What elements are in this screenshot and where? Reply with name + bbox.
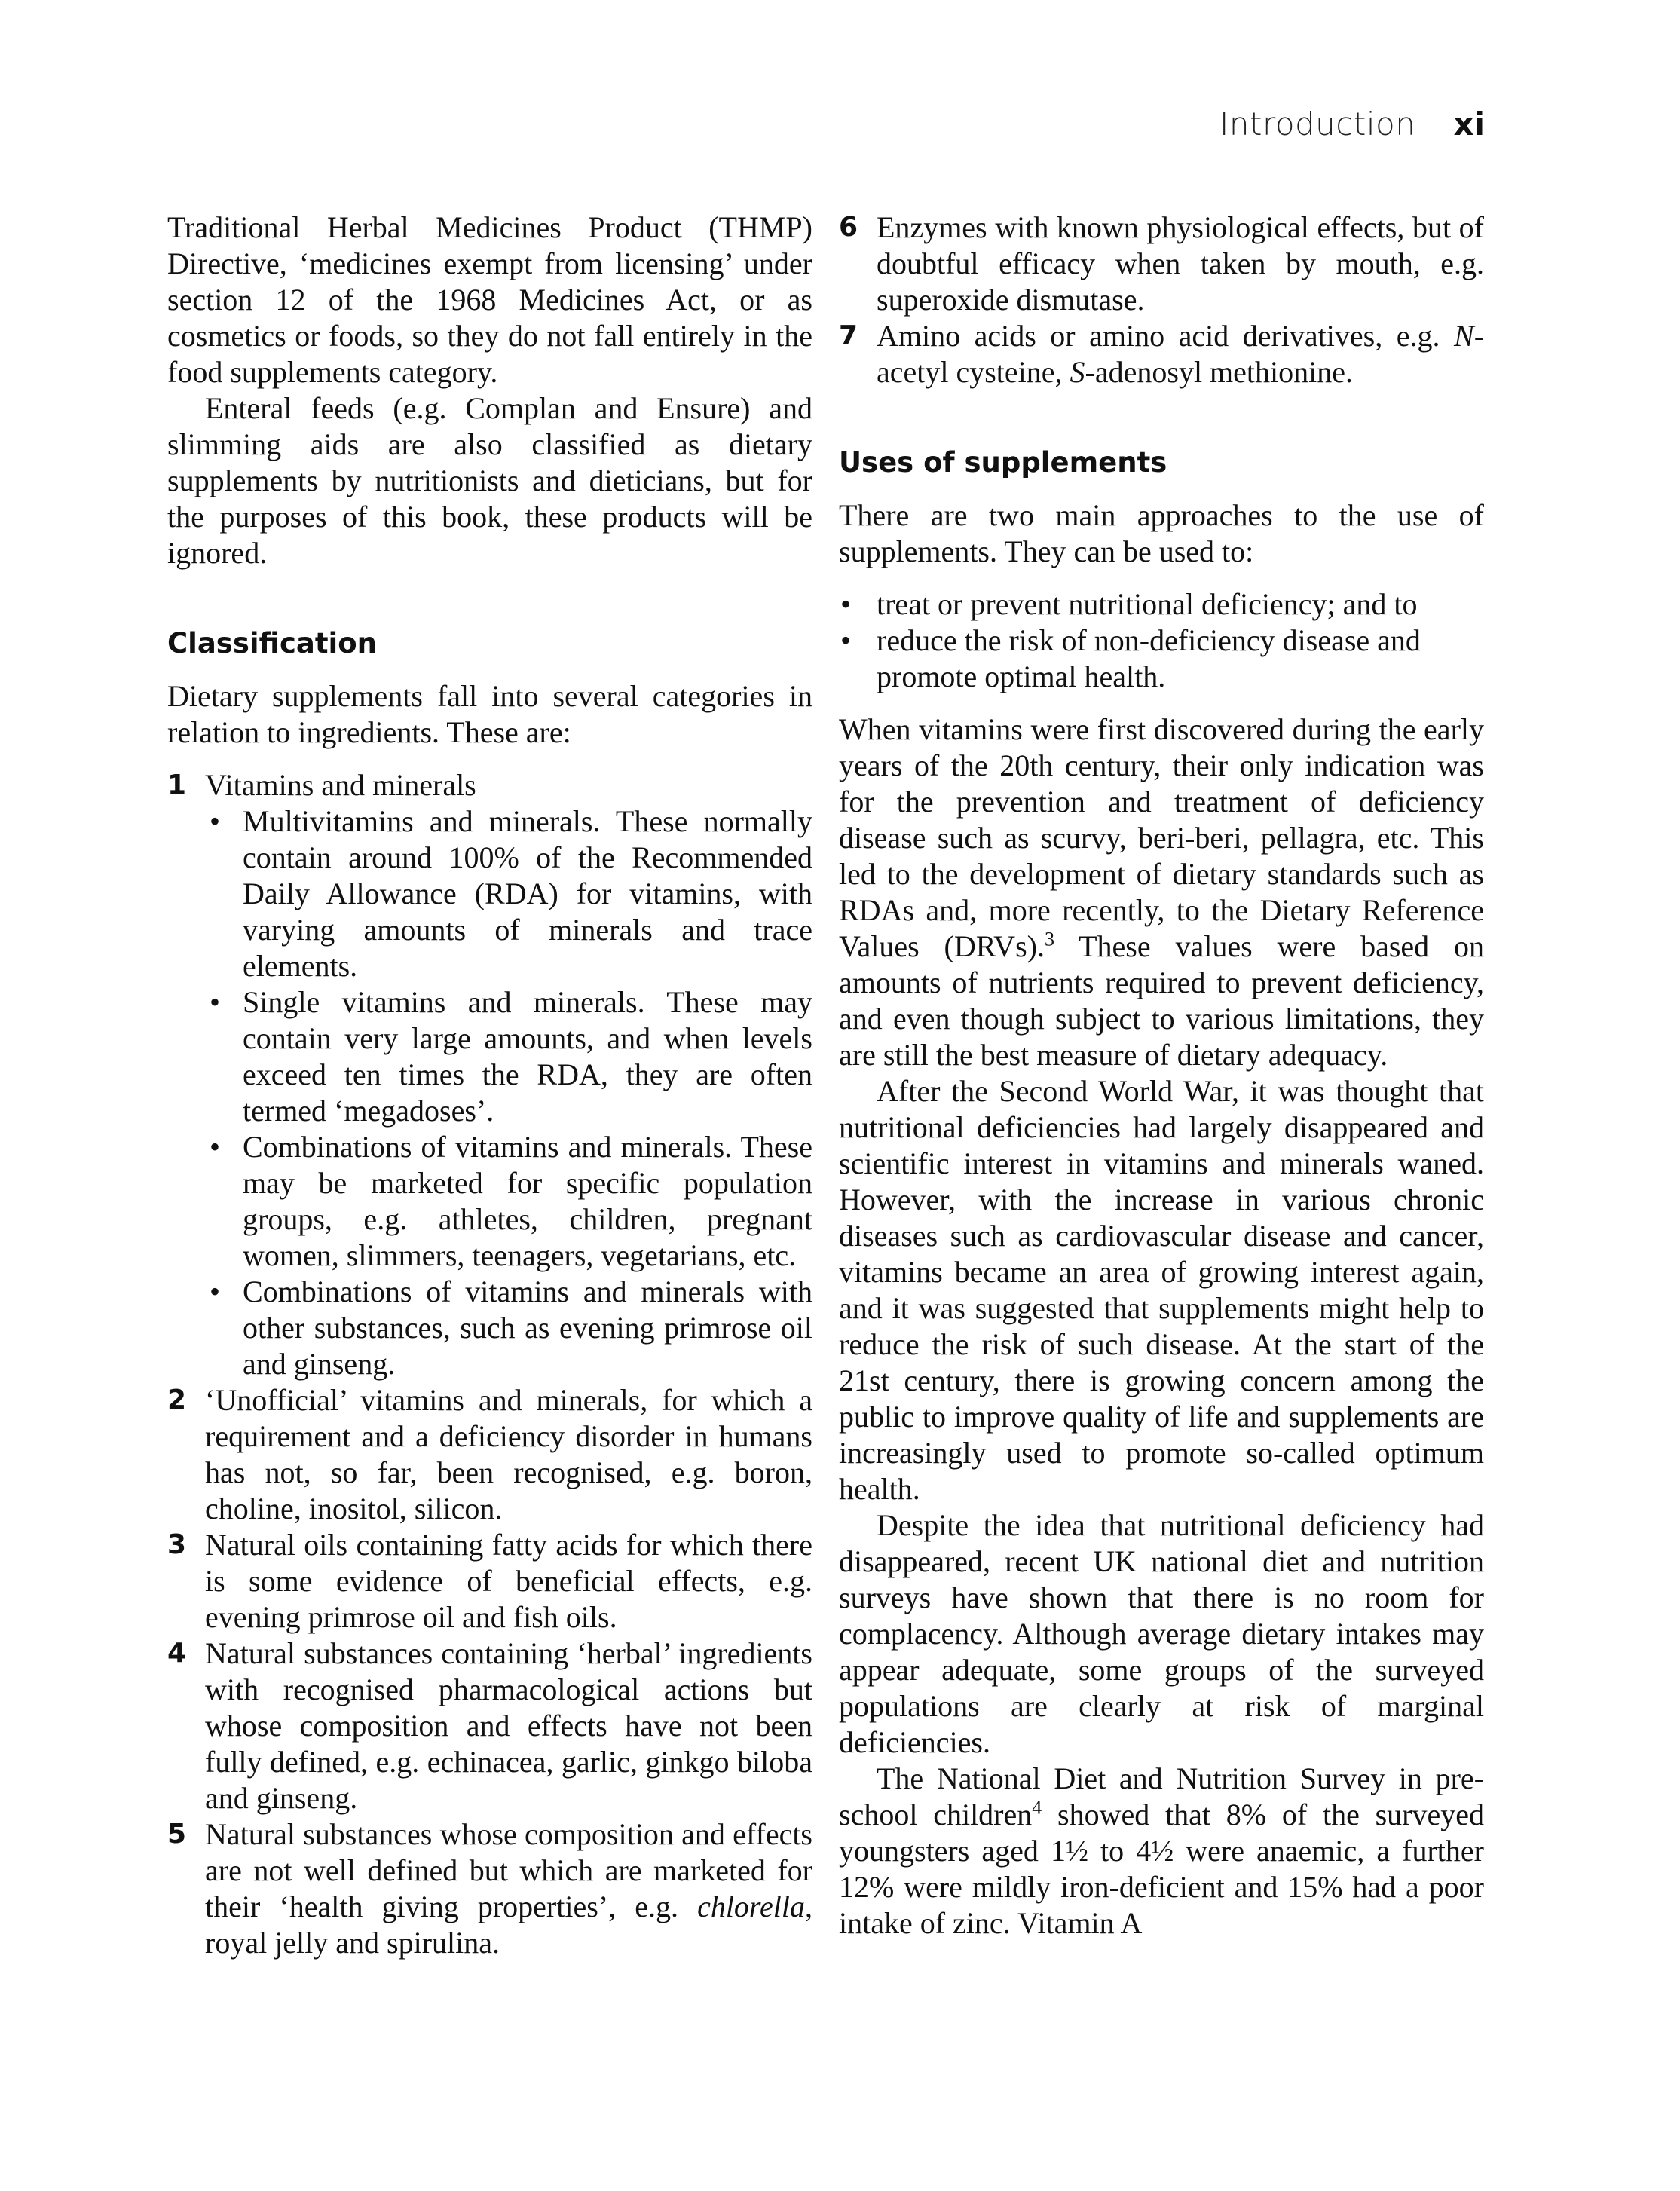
- item-text: Enzymes with known physiological effects, but of doubtful efficacy when taken by mouth, e.g. superoxide dismutase.: [877, 210, 1484, 317]
- bullet-item: [839, 586, 1484, 623]
- paragraph-text: These values were based on amounts of nutrients required to prevent deficiency, and even though subject to various limitations, they are still the best measure of dietary adequacy.: [839, 929, 1484, 1072]
- paragraph-text: When vitamins were first discovered during the early years of the 20th century, their only indication was for the prevention and treatment of deficiency disease such as scurvy, beri-beri, pellagra, etc. This led to the development of dietary standards such as RDAs and, more recently, to the Dietary Reference Values (DRVs).: [839, 712, 1484, 963]
- paragraph-vitamin-history: [839, 711, 1484, 1073]
- item-text: Natural substances containing ‘herbal’ ingredients with recognised pharmacological actions but whose composition and effects have not been fully defined, e.g. echinacea, garlic, ginkgo biloba and ginseng.: [205, 1636, 812, 1815]
- item-italic-prefix: S: [1070, 355, 1085, 389]
- item-number: 7: [839, 320, 858, 351]
- bullet-text: Combinations of vitamins and minerals. These may be marketed for specific population groups, e.g. athletes, children, pregnant women, slimmers, teenagers, vegetarians, etc.: [243, 1130, 812, 1272]
- bullet-text: reduce the risk of non-deficiency disease and promote optimal health.: [877, 623, 1421, 693]
- item-text-tail: , royal jelly and spirulina.: [205, 1890, 812, 1960]
- paragraph-uses-intro: There are two main approaches to the use of supplements. They can be used to:: [839, 498, 1484, 568]
- uses-bullet-list: [839, 586, 1484, 695]
- bullet-item: [205, 1274, 812, 1382]
- vitamin-bullet-list: [205, 803, 812, 1382]
- page-number: xi: [1453, 106, 1485, 142]
- item-number: 2: [167, 1385, 187, 1415]
- list-item: [167, 1527, 812, 1636]
- list-item: [167, 1816, 812, 1961]
- list-item: [167, 1636, 812, 1816]
- item-number: 4: [167, 1638, 187, 1669]
- paragraph-ndns: [839, 1761, 1484, 1942]
- bullet-icon: •: [210, 804, 221, 838]
- footnote-ref: 3: [1044, 928, 1054, 950]
- item-number: 6: [839, 212, 858, 243]
- list-item: [839, 318, 1484, 390]
- bullet-item: [205, 1129, 812, 1274]
- item-text: Natural substances whose composition and effects are not well defined but which are marketed for their ‘health giving properties’, e.g.: [205, 1817, 812, 1923]
- bullet-icon: •: [840, 587, 852, 621]
- item-number: 1: [167, 770, 187, 800]
- bullet-icon: •: [840, 623, 852, 657]
- classification-list-continued: [839, 210, 1484, 390]
- bullet-icon: •: [210, 1130, 221, 1164]
- right-column: [839, 210, 1484, 1942]
- paragraph-post-war: After the Second World War, it was thought that nutritional deficiencies had largely disappeared and scientific interest in vitamins and minerals waned. However, with the increase in various chronic diseases such as cardiovascular disease and cancer, vitamins became an area of growing interest again, and it was suggested that supplements might help to reduce the risk of such disease. At the start of the 21st century, there is growing concern among the public to improve quality of life and supplements are increasingly used to promote so-called optimum health.: [839, 1074, 1484, 1506]
- item-text: -acetyl cysteine,: [877, 319, 1485, 389]
- list-item: [167, 1382, 812, 1527]
- list-item: [167, 767, 812, 1382]
- bullet-text: Combinations of vitamins and minerals with other substances, such as evening primrose oil and ginseng.: [243, 1275, 812, 1381]
- footnote-ref: 4: [1032, 1796, 1042, 1819]
- paragraph-enteral-feeds: Enteral feeds (e.g. Complan and Ensure) and slimming aids are also classified as dietary supplements by nutritionists and dieticians, but for the purposes of this book, these products will be ignored.: [167, 391, 812, 570]
- item-italic-term: chlorella: [697, 1890, 805, 1923]
- item-text: Natural oils containing fatty acids for which there is some evidence of beneficial effects, e.g. evening primrose oil and fish oils.: [205, 1528, 812, 1634]
- bullet-text: Single vitamins and minerals. These may contain very large amounts, and when levels exceed ten times the RDA, they are often termed ‘megadoses’.: [243, 985, 812, 1128]
- item-text: Amino acids or amino acid derivatives, e.g.: [877, 319, 1440, 353]
- left-column: [167, 210, 812, 1961]
- item-text: -adenosyl methionine.: [1085, 355, 1354, 389]
- paragraph-text: The National Diet and Nutrition Survey in pre-school children: [839, 1761, 1484, 1831]
- item-number: 3: [167, 1529, 187, 1560]
- paragraph-thmp: Traditional Herbal Medicines Product (THMP) Directive, ‘medicines exempt from licensing’ under section 12 of the 1968 Medicines Act, or as cosmetics or foods, so they do not fall entirely in the food supplements category.: [167, 210, 812, 389]
- paragraph-text: showed that 8% of the surveyed youngsters aged 1½ to 4½ were anaemic, a further 12% were mildly iron-deficient and 15% had a poor intake of zinc. Vitamin A: [839, 1798, 1484, 1940]
- classification-list: [167, 767, 812, 1961]
- bullet-text: Multivitamins and minerals. These normally contain around 100% of the Recommended Daily Allowance (RDA) for vitamins, with varying amounts of minerals and trace elements.: [243, 804, 812, 983]
- paragraph-classification-intro: Dietary supplements fall into several categories in relation to ingredients. These are:: [167, 679, 812, 749]
- bullet-item: [205, 984, 812, 1129]
- item-number: 5: [167, 1819, 187, 1850]
- page-header: [1176, 106, 1485, 151]
- heading-uses-of-supplements: Uses of supplements: [839, 446, 1167, 479]
- item-text: ‘Unofficial’ vitamins and minerals, for which a requirement and a deficiency disorder in humans has not, so far, been recognised, e.g. boron, choline, inositol, silicon.: [205, 1383, 812, 1525]
- paragraph-surveys: Despite the idea that nutritional deficiency had disappeared, recent UK national diet and nutrition surveys have shown that there is no room for complacency. Although average dietary intakes may appear adequate, some groups of the surveyed populations are clearly at risk of marginal deficiencies.: [839, 1508, 1484, 1759]
- heading-classification: Classification: [167, 627, 377, 659]
- item-italic-prefix: N: [1454, 319, 1474, 353]
- bullet-icon: •: [210, 985, 221, 1019]
- bullet-icon: •: [210, 1275, 221, 1308]
- bullet-item: [839, 623, 1484, 695]
- list-item: [839, 210, 1484, 318]
- bullet-text: treat or prevent nutritional deficiency; and to: [877, 587, 1418, 621]
- bullet-item: [205, 803, 812, 984]
- running-title: Introduction: [1219, 106, 1416, 142]
- item-title: Vitamins and minerals: [205, 768, 476, 802]
